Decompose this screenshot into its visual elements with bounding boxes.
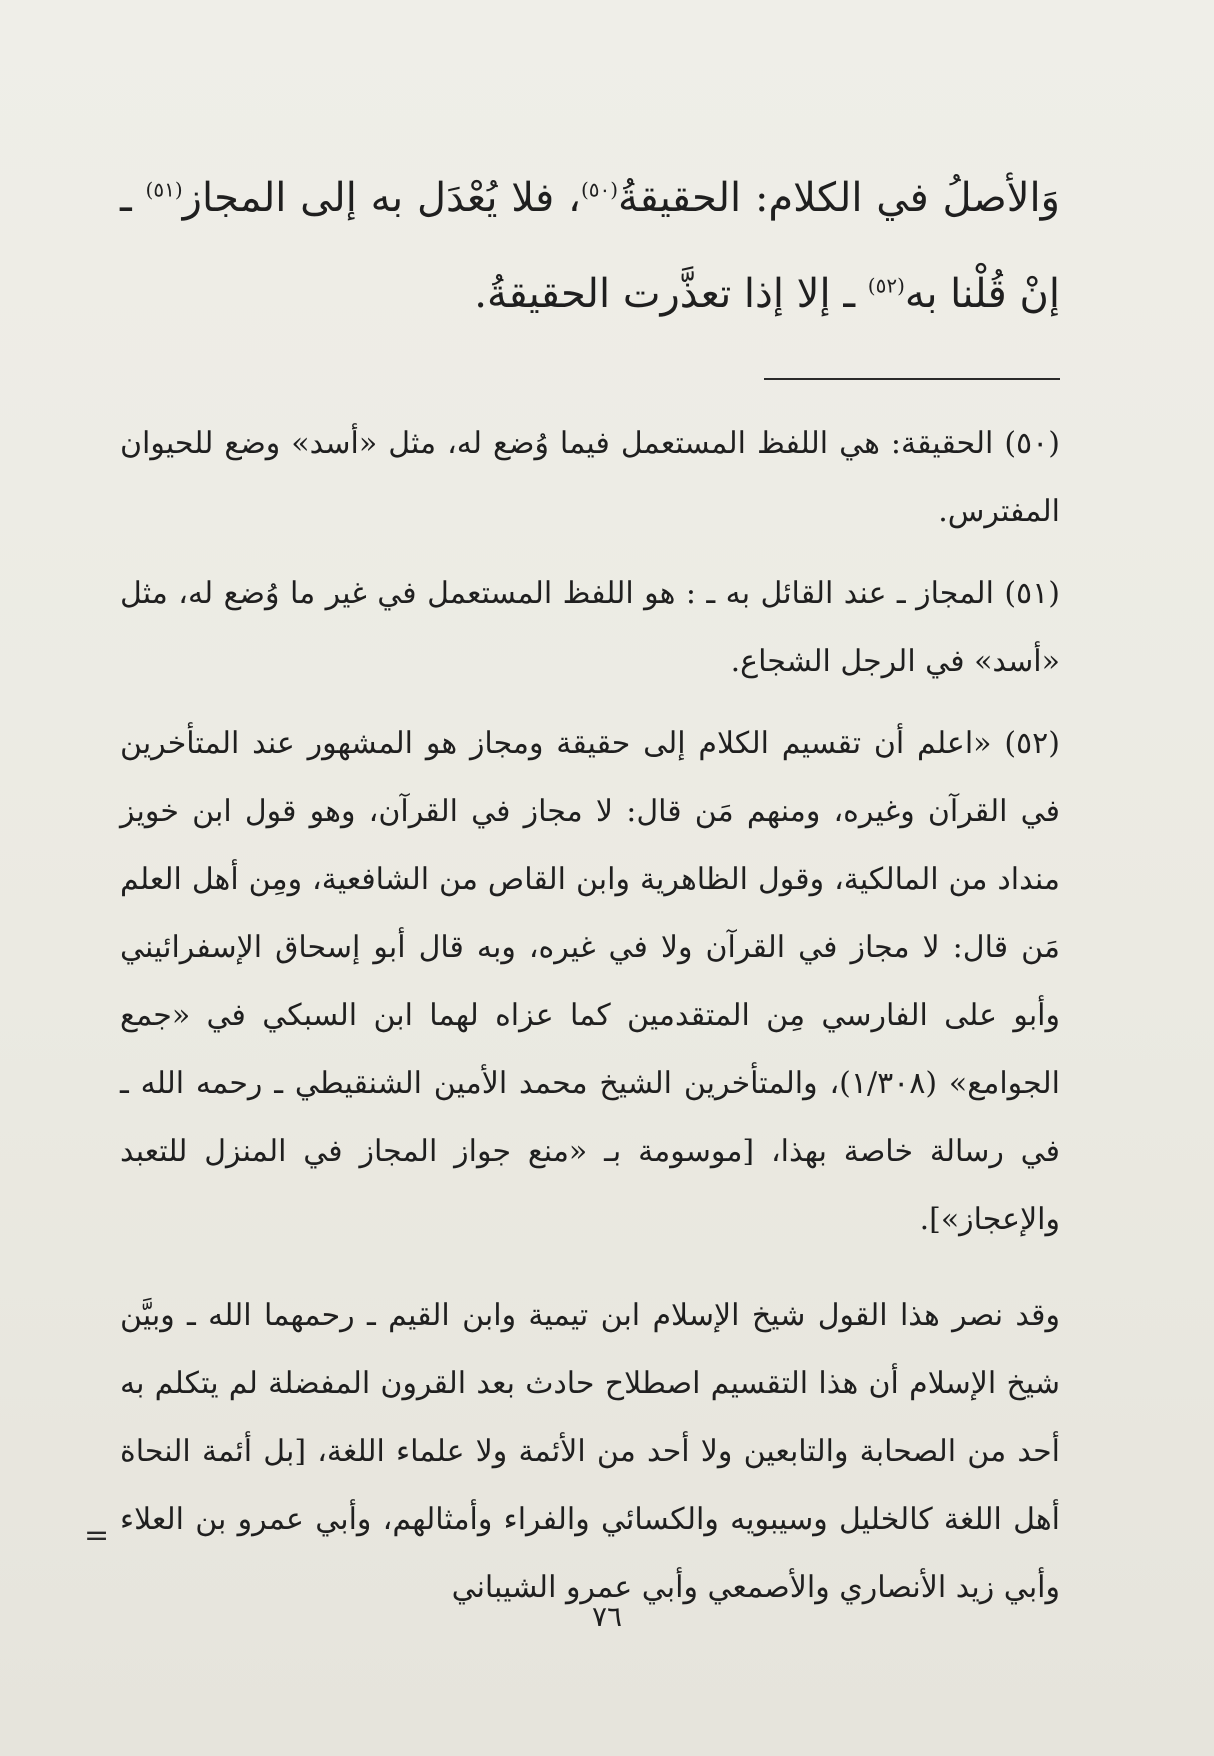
continuation-mark: =	[84, 1518, 110, 1553]
page-number: ٧٦	[591, 1600, 623, 1633]
footnote-ref-50: (٥٠)	[580, 177, 619, 202]
footnote-ref-51: (٥١)	[145, 177, 183, 202]
main-text-part-4: ـ إلا إذا تعذَّرت الحقيقةُ.	[474, 271, 868, 317]
main-paragraph	[120, 150, 1060, 342]
main-text-part-3: ـ إنْ قُلْنا به	[120, 175, 1060, 317]
footnote-51: (٥١) المجاز ـ عند القائل به ـ : هو اللفظ المستعمل في غير ما وُضع له، مثل «أسد» في الرجل الشجاع.	[120, 576, 1060, 679]
main-text-part-2: ، فلا يُعْدَل به إلى المجاز	[182, 175, 581, 221]
page-content	[120, 150, 1060, 1622]
footnote-separator	[764, 378, 1060, 380]
footnote-52: (٥٢) «اعلم أن تقسيم الكلام إلى حقيقة ومجاز هو المشهور عند المتأخرين في القرآن وغيره، ومنهم مَن قال: لا مجاز في القرآن، وهو قول ابن خويز منداد من المالكية، وقول الظاهرية وابن القاص من الشافعية، ومِن أهل العلم مَن قال: لا مجاز في القرآن ولا في غيره، وبه قال أبو إسحاق الإسفرائيني وأبو على الفارسي مِن المتقدمين كما عزاه لهما ابن السبكي في «جمع الجوامع» (١/٣٠٨)، والمتأخرين الشيخ محمد الأمين الشنقيطي ـ رحمه الله ـ في رسالة خاصة بهذا، [موسومة بـ «منع جواز المجاز في المنزل للتعبد والإعجاز»].	[120, 726, 1060, 1237]
footnote-50: (٥٠) الحقيقة: هي اللفظ المستعمل فيما وُضع له، مثل «أسد» وضع للحيوان المفترس.	[120, 426, 1060, 529]
footnote-52-continuation: وقد نصر هذا القول شيخ الإسلام ابن تيمية وابن القيم ـ رحمهما الله ـ وبيَّن شيخ الإسلام أن هذا التقسيم اصطلاح حادث بعد القرون المفضلة لم يتكلم به أحد من الصحابة والتابعين ولا أحد من الأئمة ولا علماء اللغة، [بل أئمة النحاة أهل اللغة كالخليل وسيبويه والكسائي والفراء وأمثالهم، وأبي عمرو بن العلاء وأبي زيد الأنصاري والأصمعي وأبي عمرو الشيباني	[120, 1298, 1060, 1605]
main-text-part-1: وَالأصلُ في الكلام: الحقيقةُ	[618, 175, 1060, 221]
footnote-ref-52: (٥٢)	[867, 273, 905, 298]
